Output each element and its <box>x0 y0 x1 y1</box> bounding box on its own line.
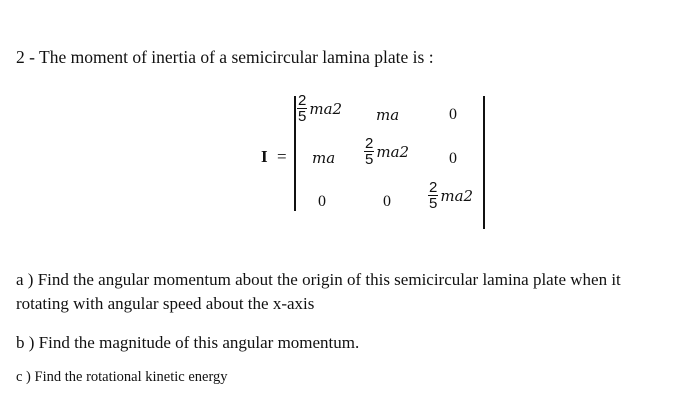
matrix-cell-r1c3 <box>449 106 457 124</box>
matrix-cell-r2c1 <box>312 149 335 167</box>
fraction-denominator: 5 <box>429 195 438 212</box>
matrix-value: 0 <box>383 193 391 210</box>
matrix-left-bar <box>294 96 296 211</box>
part-a-line-1: a ) Find the angular momentum about the origin of this semicircular lamina plate when it <box>16 270 621 289</box>
matrix-cell-r2c2 <box>364 136 409 167</box>
matrix-cell-r3c1 <box>318 193 326 211</box>
fraction-numerator: 2 <box>429 179 438 196</box>
matrix-label: I <box>261 147 268 166</box>
matrix-value: ma2 <box>440 186 474 205</box>
part-c: c ) Find the rotational kinetic energy <box>16 369 228 385</box>
fraction <box>297 93 307 124</box>
matrix-cell-r3c2 <box>383 193 391 211</box>
fraction <box>364 136 374 167</box>
matrix-right-bar <box>483 96 485 229</box>
question-title: 2 - The moment of inertia of a semicircular lamina plate is : <box>16 47 434 67</box>
fraction-denominator: 5 <box>298 108 307 125</box>
matrix-value: 0 <box>449 106 457 123</box>
matrix-cell-r1c2 <box>376 106 399 124</box>
matrix-cell-r2c3 <box>449 150 457 168</box>
fraction-numerator: 2 <box>298 92 307 109</box>
fraction-numerator: 2 <box>365 135 374 152</box>
matrix-value: 0 <box>318 193 326 210</box>
matrix-value: ma2 <box>376 142 410 161</box>
part-b: b ) Find the magnitude of this angular momentum. <box>16 333 360 352</box>
matrix-value: ma <box>312 149 336 167</box>
fraction-denominator: 5 <box>365 151 374 168</box>
matrix-value: 0 <box>449 150 457 167</box>
matrix-value: ma <box>376 106 400 124</box>
matrix-cell-r3c3 <box>428 180 473 211</box>
matrix-equals-sign: = <box>277 147 287 166</box>
part-a-line-2: rotating with angular speed about the x-axis <box>16 294 315 313</box>
matrix-value: ma2 <box>309 99 343 118</box>
fraction <box>428 180 438 211</box>
matrix-cell-r1c1 <box>297 93 342 124</box>
